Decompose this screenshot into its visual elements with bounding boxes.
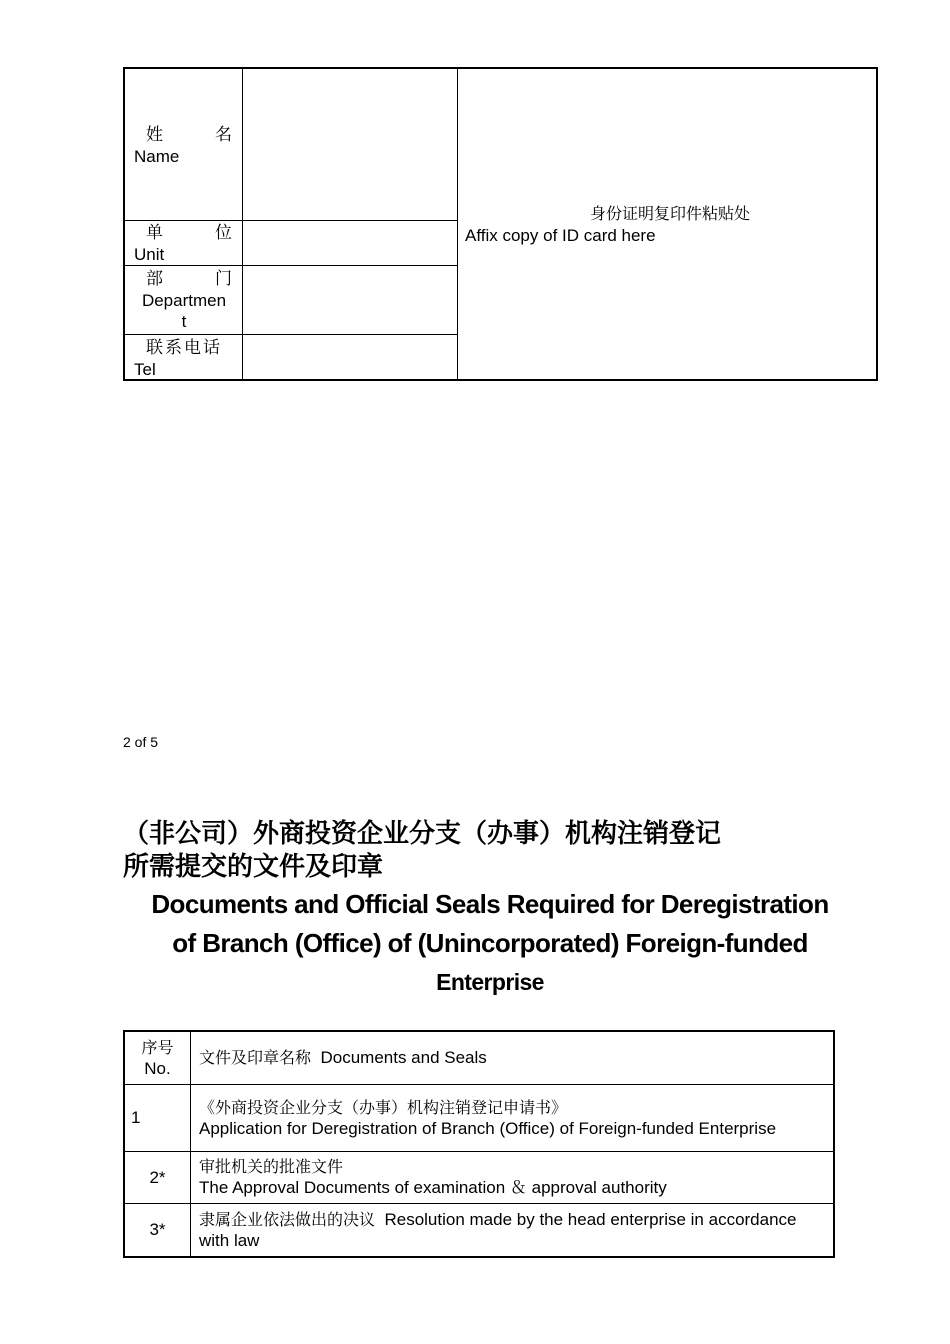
name-label <box>125 125 242 167</box>
id-affix-area <box>465 203 875 247</box>
affix-text-cn: 身份证明复印件粘贴处 <box>589 204 750 223</box>
row-doc-en: Application for Deregistration of Branch (Office) of Foreign-funded Enterprise <box>199 1118 777 1138</box>
department-label-cn: 部 门 <box>146 269 232 289</box>
row-doc <box>191 1151 835 1203</box>
id-info-table <box>123 67 878 381</box>
name-label-en: Name <box>134 147 180 166</box>
row-doc-cn: 审批机关的批准文件 <box>199 1157 344 1176</box>
header-doc-cell <box>191 1031 835 1084</box>
row-doc-en: Resolution made by the head enterprise in accordance with law <box>199 1209 797 1250</box>
department-label <box>125 269 242 332</box>
department-label-en-2: t <box>181 312 187 331</box>
title-en-line-1: Documents and Official Seals Required for Deregistration <box>151 889 829 919</box>
header-no-en: No. <box>144 1058 171 1078</box>
name-label-cn: 姓 名 <box>146 125 232 145</box>
table-header-row <box>124 1031 834 1084</box>
title-chinese <box>123 818 883 884</box>
title-en-line-3: Enterprise <box>436 969 544 995</box>
row-doc <box>191 1203 835 1257</box>
row-no: 1 <box>124 1084 191 1151</box>
affix-text-en: Affix copy of ID card here <box>465 226 656 245</box>
tel-label-cn: 联系电话 <box>146 338 222 358</box>
unit-label-cn: 单 位 <box>146 223 232 243</box>
unit-label <box>125 223 242 265</box>
header-no-cell <box>124 1031 191 1084</box>
header-doc-en: Documents and Seals <box>320 1048 487 1068</box>
title-english <box>110 885 870 1002</box>
row-divider <box>125 265 457 266</box>
title-cn-line-1: （非公司）外商投资企业分支（办事）机构注销登记 <box>123 819 722 849</box>
table-row <box>124 1151 834 1203</box>
row-doc-cn: 隶属企业依法做出的决议 <box>199 1209 376 1229</box>
header-doc-cn: 文件及印章名称 <box>199 1048 312 1068</box>
title-cn-line-2: 所需提交的文件及印章 <box>123 852 384 882</box>
column-divider <box>457 69 458 379</box>
column-divider <box>242 69 243 379</box>
row-doc-en: The Approval Documents of examination ＆ approval authority <box>199 1178 667 1197</box>
tel-label <box>125 338 242 380</box>
page-number: 2 of 5 <box>123 734 159 750</box>
department-label-en-1: Departmen <box>141 291 227 310</box>
row-doc <box>191 1084 835 1151</box>
header-no-cn: 序号 <box>141 1037 174 1057</box>
documents-table <box>123 1030 835 1258</box>
tel-label-en: Tel <box>134 360 156 379</box>
unit-label-en: Unit <box>134 245 165 264</box>
row-divider <box>125 220 457 221</box>
row-no: 2* <box>124 1151 191 1203</box>
table-row <box>124 1084 834 1151</box>
row-divider <box>125 334 457 335</box>
row-no: 3* <box>124 1203 191 1257</box>
title-en-line-2: of Branch (Office) of (Unincorporated) Foreign-funded <box>172 928 808 958</box>
table-row <box>124 1203 834 1257</box>
row-doc-cn: 《外商投资企业分支（办事）机构注销登记申请书》 <box>199 1097 568 1117</box>
